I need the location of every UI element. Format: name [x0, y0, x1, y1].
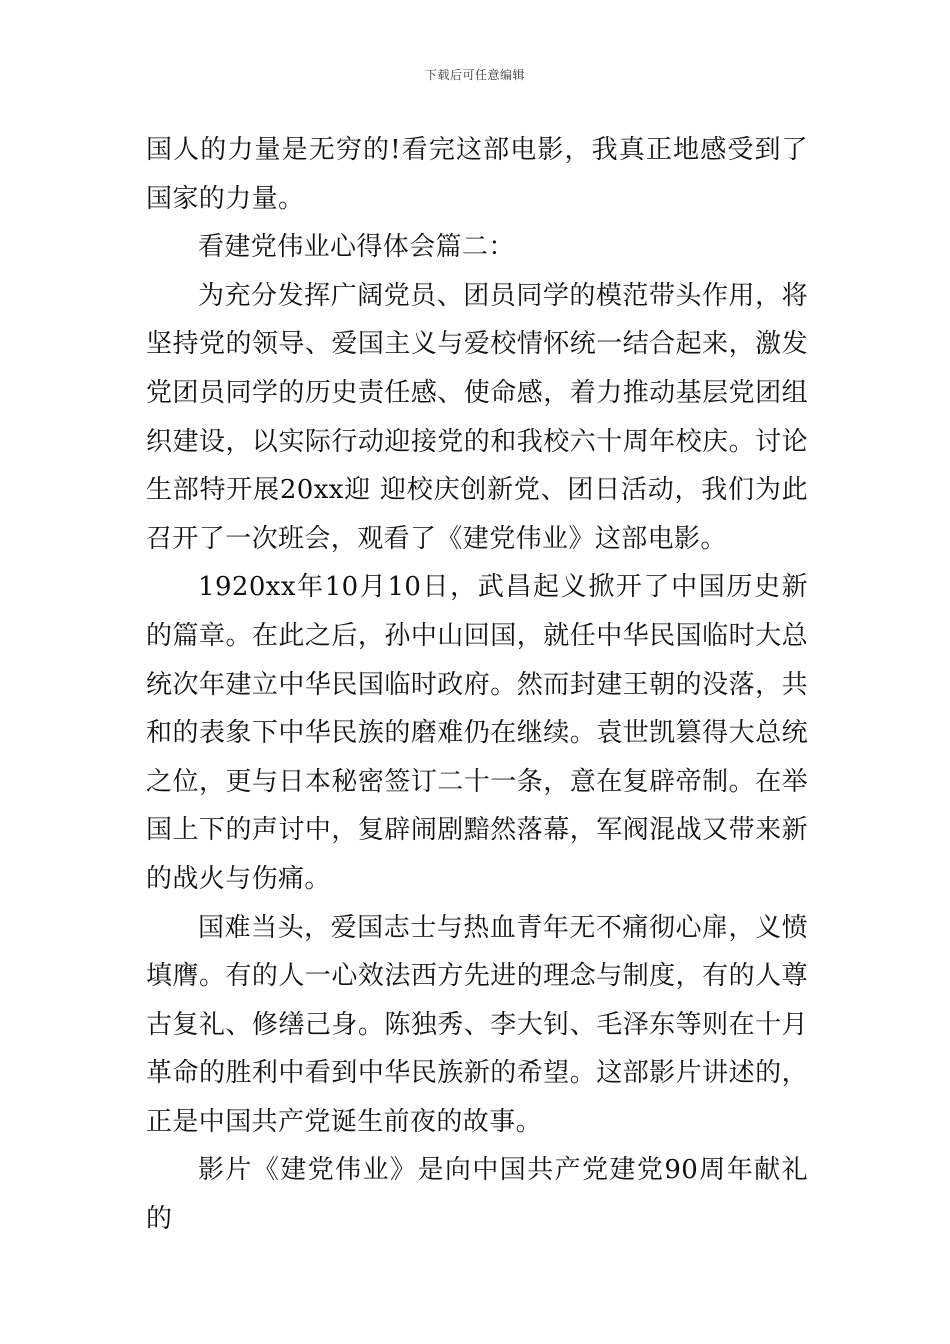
paragraph-1: 国人的力量是无穷的!看完这部电影，我真正地感受到了国家的力量。: [146, 135, 808, 214]
paragraph-5: 国难当头，爱国志士与热血青年无不痛彻心扉，义愤填膺。有的人一心效法西方先进的理念与制度，有的人尊古复礼、修缮己身。陈独秀、李大钊、毛泽东等则在十月革命的胜利中看到中华民族新的希望。这部影片讲述的，正是中国共产党诞生前夜的故事。: [146, 912, 808, 1137]
paragraph-3: 为充分发挥广阔党员、团员同学的模范带头作用，将坚持党的领导、爱国主义与爱校情怀统一结合起来，激发党团员同学的历史责任感、使命感，着力推动基层党团组织建设，以实际行动迎接党的和我校六十周年校庆。讨论生部特开展20xx迎 迎校庆创新党、团日活动，我们为此召开了一次班会，观看了《建党伟业》这部电影。: [146, 280, 808, 554]
paragraph-4: 1920xx年10月10日，武昌起义掀开了中国历史新的篇章。在此之后，孙中山回国，就任中华民国临时大总统次年建立中华民国临时政府。然而封建王朝的没落，共和的表象下中华民族的磨难仍在继续。袁世凯篡得大总统之位，更与日本秘密签订二十一条，意在复辟帝制。在举国上下的声讨中，复辟闹剧黯然落幕，军阀混战又带来新的战火与伤痛。: [146, 572, 808, 894]
header-note: 下载后可任意编辑: [424, 68, 525, 82]
paragraph-2-section-title: 看建党伟业心得体会篇二：: [198, 232, 515, 263]
paragraph-6: 影片《建党伟业》是向中国共产党建党90周年献礼的: [146, 1155, 808, 1235]
document-body: [146, 126, 808, 1244]
